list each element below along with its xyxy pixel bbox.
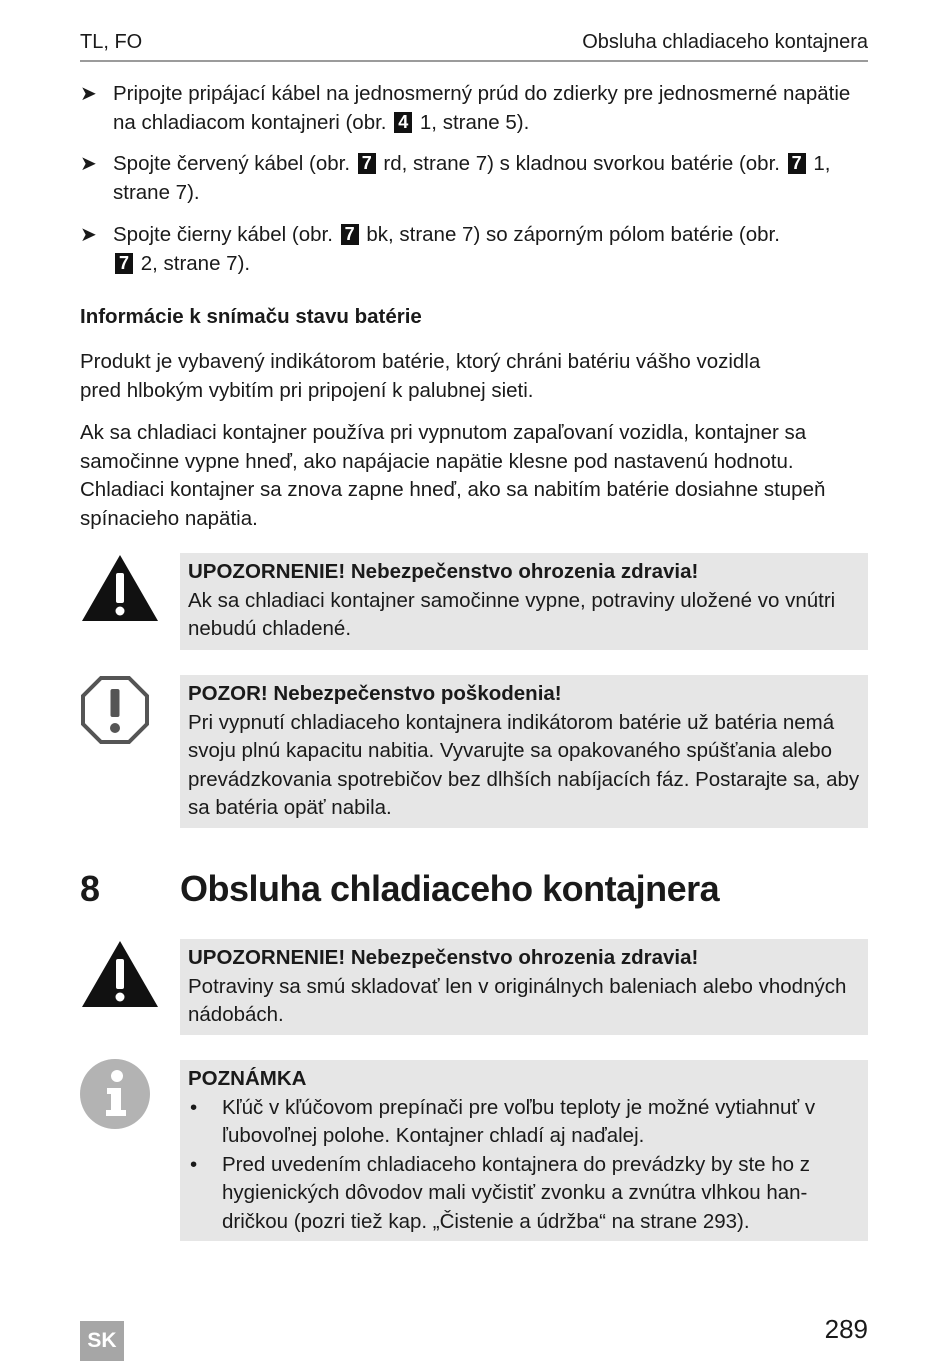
notice-title: UPOZORNENIE! Nebezpečenstvo ohrozenia zdravia! (188, 946, 699, 969)
list-item: • Pred uvedením chladiaceho kontajnera do prevádzky by ste ho z hygienických dôvodov mali vyčistiť zvonku a zvnútra vlhkou han-dričkou (pozri tiež kap. „Čistenie a údržba“ na strane 293). (190, 1152, 811, 1233)
warning-triangle-icon (80, 939, 160, 1009)
notice-text: Ak sa chladiaci kontajner samočinne vypne, potraviny uložené vo vnútri nebudú chladené. (188, 588, 836, 640)
language-badge: SK (80, 1321, 124, 1361)
bullet-icon: • (190, 1152, 198, 1176)
section-title: Obsluha chladiaceho kontajnera (180, 868, 720, 909)
arrow-bullet-icon: ➤ (80, 83, 97, 105)
warning-notice-1 (180, 553, 868, 650)
header-left: TL, FO (80, 31, 143, 53)
step-3 (80, 221, 800, 278)
step-text: Spojte červený kábel (obr. 7 rd, strane 7) s kladnou svorkou batérie (obr. 7 1, strane 7). (113, 152, 831, 204)
header-divider (80, 60, 868, 62)
arrow-bullet-icon: ➤ (80, 153, 97, 175)
figure-ref-badge: 7 (358, 153, 376, 174)
figure-ref-badge: 7 (115, 253, 133, 274)
note-list (188, 1094, 860, 1237)
caution-notice (180, 675, 868, 828)
notice-title: POZOR! Nebezpečenstvo poškodenia! (188, 682, 562, 705)
info-icon (80, 1059, 150, 1129)
warning-notice-2 (180, 939, 868, 1035)
step-1 (80, 80, 870, 137)
notice-text: Pri vypnutí chladiaceho kontajnera indikátorom batérie už batéria nemá svoju plnú kapacitu nabitia. Vyvarujte sa opakovaného spúšťania alebo prevádzkovania spotrebičov bez dlhších nabíjacích fáz. Postarajte sa, aby sa batéria opäť nabila. (188, 710, 860, 819)
caution-octagon-icon (80, 675, 150, 745)
note-box (180, 1060, 868, 1241)
header-chapter-title: Obsluha chladiaceho kontajnera (582, 31, 868, 53)
warning-triangle-icon (80, 553, 160, 623)
note-title: POZNÁMKA (188, 1067, 307, 1090)
figure-ref-badge: 7 (788, 153, 806, 174)
notice-title: UPOZORNENIE! Nebezpečenstvo ohrozenia zdravia! (188, 560, 699, 583)
step-text: Pripojte pripájací kábel na jednosmerný prúd do zdierky pre jednosmerné napätie na chladiacom kontajneri (obr. 4 1, strane 5). (113, 82, 851, 134)
battery-paragraph-1: Produkt je vybavený indikátorom batérie, ktorý chráni batériu vášho vozidla pred hlbokým vybitím pri pripojení k palubnej sieti. (80, 350, 761, 402)
notice-text: Potraviny sa smú skladovať len v originálnych baleniach alebo vhodných nádobách. (188, 974, 847, 1026)
step-text: Spojte čierny kábel (obr. 7 bk, strane 7) so záporným pólom batérie (obr. 7 2, strane 7). (113, 223, 780, 275)
arrow-bullet-icon: ➤ (80, 224, 97, 246)
bullet-icon: • (190, 1095, 198, 1119)
page-number: 289 (824, 1314, 868, 1344)
figure-ref-badge: 7 (341, 224, 359, 245)
section-number: 8 (80, 868, 101, 909)
step-2 (80, 150, 870, 207)
list-item: • Kľúč v kľúčovom prepínači pre voľbu teploty je možné vytiahnuť v ľubovoľnej polohe. Kontajner chladí aj naďalej. (190, 1095, 816, 1147)
battery-paragraph-2: Ak sa chladiaci kontajner používa pri vypnutom zapaľovaní vozidla, kontajner sa samočinne vypne hneď, ako napájacie napätie klesne pod nastavenú hodnotu. Chladiaci kontajner sa znova zapne hneď, ako sa nabitím batérie dosiahne stupeň spínacieho napätia. (80, 421, 826, 530)
figure-ref-badge: 4 (394, 112, 412, 133)
battery-sensor-heading: Informácie k snímaču stavu batérie (80, 305, 422, 328)
